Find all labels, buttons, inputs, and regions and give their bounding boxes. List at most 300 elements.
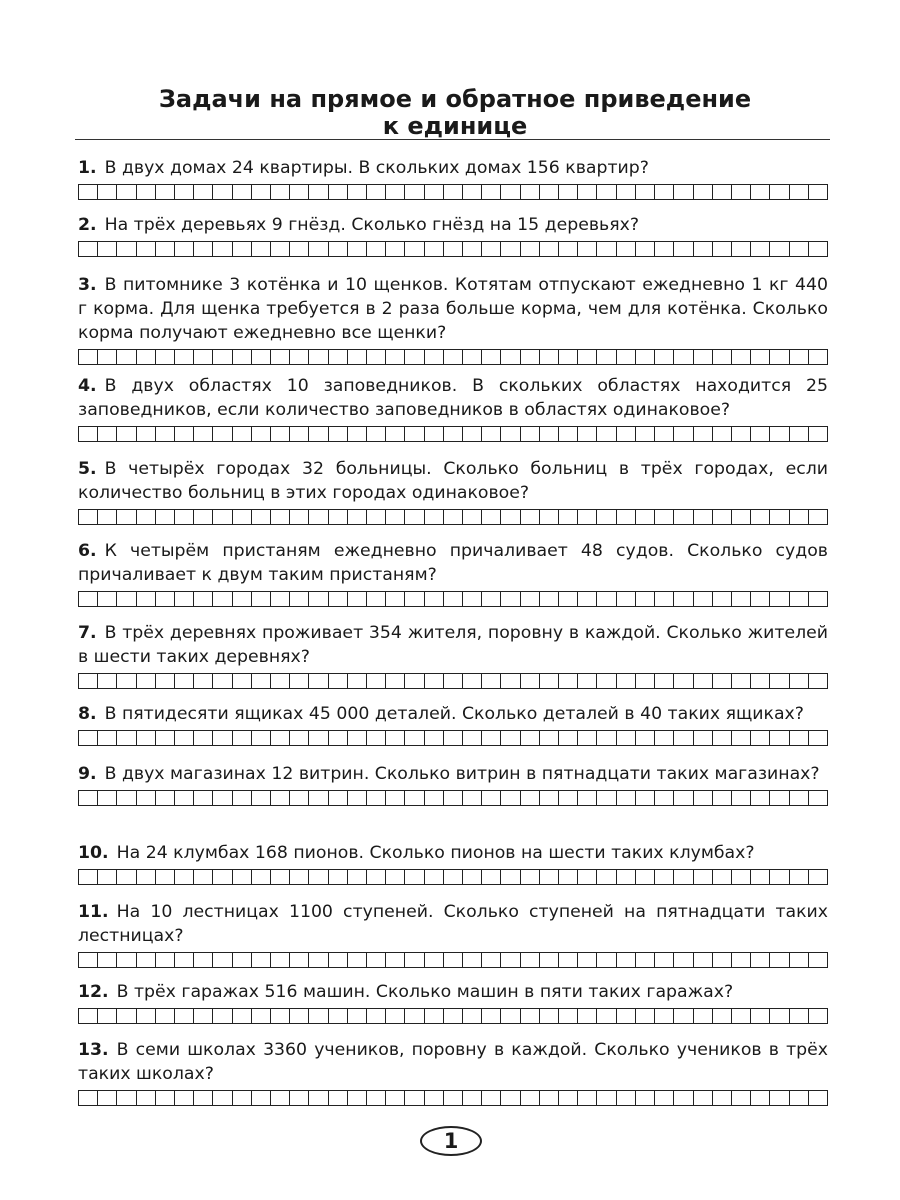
answer-cell[interactable] xyxy=(367,427,386,441)
answer-cell[interactable] xyxy=(290,510,309,524)
answer-cell[interactable] xyxy=(405,427,424,441)
answer-cell[interactable] xyxy=(425,185,444,199)
answer-cell[interactable] xyxy=(137,870,156,884)
answer-grid[interactable] xyxy=(78,673,828,689)
answer-cell[interactable] xyxy=(329,350,348,364)
answer-cell[interactable] xyxy=(405,674,424,688)
answer-cell[interactable] xyxy=(156,510,175,524)
answer-cell[interactable] xyxy=(386,791,405,805)
answer-cell[interactable] xyxy=(233,870,252,884)
answer-cell[interactable] xyxy=(770,731,789,745)
answer-cell[interactable] xyxy=(636,592,655,606)
answer-cell[interactable] xyxy=(674,953,693,967)
answer-cell[interactable] xyxy=(348,674,367,688)
answer-cell[interactable] xyxy=(386,185,405,199)
answer-cell[interactable] xyxy=(674,731,693,745)
answer-cell[interactable] xyxy=(367,870,386,884)
answer-cell[interactable] xyxy=(386,350,405,364)
answer-cell[interactable] xyxy=(751,592,770,606)
answer-cell[interactable] xyxy=(444,1091,463,1105)
answer-cell[interactable] xyxy=(713,1009,732,1023)
answer-cell[interactable] xyxy=(463,510,482,524)
answer-cell[interactable] xyxy=(290,870,309,884)
answer-cell[interactable] xyxy=(252,1091,271,1105)
answer-cell[interactable] xyxy=(175,1009,194,1023)
answer-cell[interactable] xyxy=(175,791,194,805)
answer-cell[interactable] xyxy=(329,592,348,606)
answer-cell[interactable] xyxy=(636,1091,655,1105)
answer-cell[interactable] xyxy=(252,242,271,256)
answer-cell[interactable] xyxy=(156,791,175,805)
answer-cell[interactable] xyxy=(501,870,520,884)
answer-cell[interactable] xyxy=(674,791,693,805)
answer-cell[interactable] xyxy=(213,953,232,967)
answer-cell[interactable] xyxy=(540,731,559,745)
answer-cell[interactable] xyxy=(137,674,156,688)
answer-cell[interactable] xyxy=(271,674,290,688)
answer-cell[interactable] xyxy=(809,1091,827,1105)
answer-cell[interactable] xyxy=(367,350,386,364)
answer-cell[interactable] xyxy=(117,731,136,745)
answer-cell[interactable] xyxy=(559,1009,578,1023)
answer-cell[interactable] xyxy=(636,731,655,745)
answer-cell[interactable] xyxy=(713,242,732,256)
answer-cell[interactable] xyxy=(252,350,271,364)
answer-cell[interactable] xyxy=(194,953,213,967)
answer-cell[interactable] xyxy=(482,870,501,884)
answer-cell[interactable] xyxy=(809,242,827,256)
answer-cell[interactable] xyxy=(790,242,809,256)
answer-cell[interactable] xyxy=(482,185,501,199)
answer-cell[interactable] xyxy=(482,953,501,967)
answer-cell[interactable] xyxy=(386,592,405,606)
answer-cell[interactable] xyxy=(290,791,309,805)
answer-cell[interactable] xyxy=(271,1009,290,1023)
answer-cell[interactable] xyxy=(348,791,367,805)
answer-cell[interactable] xyxy=(405,731,424,745)
answer-cell[interactable] xyxy=(636,510,655,524)
answer-cell[interactable] xyxy=(540,791,559,805)
answer-cell[interactable] xyxy=(137,510,156,524)
answer-cell[interactable] xyxy=(213,510,232,524)
answer-cell[interactable] xyxy=(290,185,309,199)
answer-cell[interactable] xyxy=(405,185,424,199)
answer-cell[interactable] xyxy=(617,350,636,364)
answer-cell[interactable] xyxy=(617,1091,636,1105)
answer-cell[interactable] xyxy=(655,592,674,606)
answer-cell[interactable] xyxy=(790,1091,809,1105)
answer-cell[interactable] xyxy=(194,242,213,256)
answer-cell[interactable] xyxy=(655,1009,674,1023)
answer-cell[interactable] xyxy=(156,870,175,884)
answer-cell[interactable] xyxy=(98,242,117,256)
answer-cell[interactable] xyxy=(252,185,271,199)
answer-cell[interactable] xyxy=(809,1009,827,1023)
answer-grid[interactable] xyxy=(78,952,828,968)
answer-cell[interactable] xyxy=(790,791,809,805)
answer-cell[interactable] xyxy=(348,242,367,256)
answer-cell[interactable] xyxy=(674,510,693,524)
answer-cell[interactable] xyxy=(386,731,405,745)
answer-cell[interactable] xyxy=(732,242,751,256)
answer-cell[interactable] xyxy=(290,592,309,606)
answer-cell[interactable] xyxy=(482,1009,501,1023)
answer-cell[interactable] xyxy=(482,592,501,606)
answer-cell[interactable] xyxy=(252,791,271,805)
answer-cell[interactable] xyxy=(309,870,328,884)
answer-cell[interactable] xyxy=(597,242,616,256)
answer-cell[interactable] xyxy=(559,350,578,364)
answer-cell[interactable] xyxy=(617,427,636,441)
answer-cell[interactable] xyxy=(175,592,194,606)
answer-cell[interactable] xyxy=(790,1009,809,1023)
answer-cell[interactable] xyxy=(252,427,271,441)
answer-cell[interactable] xyxy=(367,731,386,745)
answer-cell[interactable] xyxy=(617,791,636,805)
answer-cell[interactable] xyxy=(501,350,520,364)
answer-cell[interactable] xyxy=(348,953,367,967)
answer-cell[interactable] xyxy=(751,953,770,967)
answer-cell[interactable] xyxy=(732,674,751,688)
answer-cell[interactable] xyxy=(617,510,636,524)
answer-cell[interactable] xyxy=(348,1009,367,1023)
answer-cell[interactable] xyxy=(694,427,713,441)
answer-cell[interactable] xyxy=(809,592,827,606)
answer-cell[interactable] xyxy=(137,242,156,256)
answer-cell[interactable] xyxy=(790,427,809,441)
answer-cell[interactable] xyxy=(636,1009,655,1023)
answer-cell[interactable] xyxy=(463,592,482,606)
answer-cell[interactable] xyxy=(213,791,232,805)
answer-cell[interactable] xyxy=(386,870,405,884)
answer-cell[interactable] xyxy=(655,510,674,524)
answer-cell[interactable] xyxy=(559,427,578,441)
answer-cell[interactable] xyxy=(559,242,578,256)
answer-cell[interactable] xyxy=(732,953,751,967)
answer-cell[interactable] xyxy=(290,1009,309,1023)
answer-cell[interactable] xyxy=(463,350,482,364)
answer-cell[interactable] xyxy=(694,953,713,967)
answer-cell[interactable] xyxy=(444,592,463,606)
answer-cell[interactable] xyxy=(463,1091,482,1105)
answer-cell[interactable] xyxy=(655,953,674,967)
answer-cell[interactable] xyxy=(271,510,290,524)
answer-cell[interactable] xyxy=(405,953,424,967)
answer-cell[interactable] xyxy=(98,592,117,606)
answer-cell[interactable] xyxy=(617,242,636,256)
answer-cell[interactable] xyxy=(636,953,655,967)
answer-cell[interactable] xyxy=(175,674,194,688)
answer-cell[interactable] xyxy=(694,350,713,364)
answer-cell[interactable] xyxy=(790,953,809,967)
answer-cell[interactable] xyxy=(117,870,136,884)
answer-cell[interactable] xyxy=(156,731,175,745)
answer-cell[interactable] xyxy=(367,1009,386,1023)
answer-cell[interactable] xyxy=(713,592,732,606)
answer-cell[interactable] xyxy=(117,350,136,364)
answer-cell[interactable] xyxy=(655,242,674,256)
answer-cell[interactable] xyxy=(309,427,328,441)
answer-cell[interactable] xyxy=(809,510,827,524)
answer-grid[interactable] xyxy=(78,869,828,885)
answer-cell[interactable] xyxy=(386,1091,405,1105)
answer-cell[interactable] xyxy=(252,731,271,745)
answer-grid[interactable] xyxy=(78,426,828,442)
answer-cell[interactable] xyxy=(271,242,290,256)
answer-cell[interactable] xyxy=(559,510,578,524)
answer-cell[interactable] xyxy=(713,870,732,884)
answer-cell[interactable] xyxy=(98,510,117,524)
answer-cell[interactable] xyxy=(463,953,482,967)
answer-cell[interactable] xyxy=(156,350,175,364)
answer-cell[interactable] xyxy=(521,592,540,606)
answer-cell[interactable] xyxy=(636,791,655,805)
answer-cell[interactable] xyxy=(213,674,232,688)
answer-cell[interactable] xyxy=(521,510,540,524)
answer-grid[interactable] xyxy=(78,1008,828,1024)
answer-cell[interactable] xyxy=(578,1091,597,1105)
answer-cell[interactable] xyxy=(655,674,674,688)
answer-cell[interactable] xyxy=(578,350,597,364)
answer-cell[interactable] xyxy=(175,185,194,199)
answer-cell[interactable] xyxy=(98,870,117,884)
answer-cell[interactable] xyxy=(713,427,732,441)
answer-cell[interactable] xyxy=(597,953,616,967)
answer-cell[interactable] xyxy=(482,731,501,745)
answer-cell[interactable] xyxy=(233,674,252,688)
answer-cell[interactable] xyxy=(329,427,348,441)
answer-cell[interactable] xyxy=(674,592,693,606)
answer-cell[interactable] xyxy=(290,1091,309,1105)
answer-cell[interactable] xyxy=(175,350,194,364)
answer-cell[interactable] xyxy=(597,592,616,606)
answer-cell[interactable] xyxy=(117,674,136,688)
answer-cell[interactable] xyxy=(309,592,328,606)
answer-cell[interactable] xyxy=(425,1009,444,1023)
answer-cell[interactable] xyxy=(501,510,520,524)
answer-cell[interactable] xyxy=(79,1009,98,1023)
answer-cell[interactable] xyxy=(98,427,117,441)
answer-cell[interactable] xyxy=(444,427,463,441)
answer-cell[interactable] xyxy=(694,185,713,199)
answer-cell[interactable] xyxy=(329,185,348,199)
answer-cell[interactable] xyxy=(367,510,386,524)
answer-cell[interactable] xyxy=(213,350,232,364)
answer-cell[interactable] xyxy=(655,1091,674,1105)
answer-cell[interactable] xyxy=(290,350,309,364)
answer-cell[interactable] xyxy=(117,1091,136,1105)
answer-cell[interactable] xyxy=(79,350,98,364)
answer-cell[interactable] xyxy=(271,791,290,805)
answer-cell[interactable] xyxy=(636,350,655,364)
answer-cell[interactable] xyxy=(117,791,136,805)
answer-cell[interactable] xyxy=(290,953,309,967)
answer-cell[interactable] xyxy=(732,731,751,745)
answer-cell[interactable] xyxy=(636,427,655,441)
answer-cell[interactable] xyxy=(309,185,328,199)
answer-cell[interactable] xyxy=(79,731,98,745)
answer-cell[interactable] xyxy=(521,953,540,967)
answer-cell[interactable] xyxy=(156,427,175,441)
answer-cell[interactable] xyxy=(790,185,809,199)
answer-cell[interactable] xyxy=(194,1009,213,1023)
answer-cell[interactable] xyxy=(425,731,444,745)
answer-cell[interactable] xyxy=(674,427,693,441)
answer-cell[interactable] xyxy=(271,592,290,606)
answer-cell[interactable] xyxy=(559,1091,578,1105)
answer-cell[interactable] xyxy=(425,242,444,256)
answer-cell[interactable] xyxy=(233,953,252,967)
answer-cell[interactable] xyxy=(386,953,405,967)
answer-cell[interactable] xyxy=(540,870,559,884)
answer-cell[interactable] xyxy=(117,242,136,256)
answer-cell[interactable] xyxy=(348,731,367,745)
answer-cell[interactable] xyxy=(367,1091,386,1105)
answer-cell[interactable] xyxy=(809,731,827,745)
answer-cell[interactable] xyxy=(674,1091,693,1105)
answer-cell[interactable] xyxy=(194,427,213,441)
answer-cell[interactable] xyxy=(617,592,636,606)
answer-cell[interactable] xyxy=(175,242,194,256)
answer-cell[interactable] xyxy=(405,592,424,606)
answer-cell[interactable] xyxy=(137,953,156,967)
answer-cell[interactable] xyxy=(367,242,386,256)
answer-cell[interactable] xyxy=(655,185,674,199)
answer-cell[interactable] xyxy=(348,427,367,441)
answer-cell[interactable] xyxy=(252,510,271,524)
answer-grid[interactable] xyxy=(78,730,828,746)
answer-cell[interactable] xyxy=(597,1009,616,1023)
answer-cell[interactable] xyxy=(233,791,252,805)
answer-cell[interactable] xyxy=(386,1009,405,1023)
answer-cell[interactable] xyxy=(329,510,348,524)
answer-cell[interactable] xyxy=(405,1009,424,1023)
answer-cell[interactable] xyxy=(559,731,578,745)
answer-grid[interactable] xyxy=(78,591,828,607)
answer-cell[interactable] xyxy=(117,592,136,606)
answer-cell[interactable] xyxy=(137,731,156,745)
answer-cell[interactable] xyxy=(386,427,405,441)
answer-cell[interactable] xyxy=(694,510,713,524)
answer-cell[interactable] xyxy=(597,185,616,199)
answer-cell[interactable] xyxy=(482,350,501,364)
answer-cell[interactable] xyxy=(405,791,424,805)
answer-cell[interactable] xyxy=(578,592,597,606)
answer-cell[interactable] xyxy=(156,674,175,688)
answer-cell[interactable] xyxy=(521,185,540,199)
answer-cell[interactable] xyxy=(751,1009,770,1023)
answer-cell[interactable] xyxy=(751,242,770,256)
answer-cell[interactable] xyxy=(425,674,444,688)
answer-cell[interactable] xyxy=(578,242,597,256)
answer-cell[interactable] xyxy=(713,350,732,364)
answer-cell[interactable] xyxy=(175,427,194,441)
answer-cell[interactable] xyxy=(674,350,693,364)
answer-cell[interactable] xyxy=(137,350,156,364)
answer-cell[interactable] xyxy=(194,731,213,745)
answer-grid[interactable] xyxy=(78,1090,828,1106)
answer-cell[interactable] xyxy=(655,791,674,805)
answer-cell[interactable] xyxy=(98,1009,117,1023)
answer-cell[interactable] xyxy=(79,1091,98,1105)
answer-cell[interactable] xyxy=(694,592,713,606)
answer-cell[interactable] xyxy=(271,427,290,441)
answer-cell[interactable] xyxy=(578,185,597,199)
answer-cell[interactable] xyxy=(501,185,520,199)
answer-cell[interactable] xyxy=(521,674,540,688)
answer-cell[interactable] xyxy=(655,870,674,884)
answer-cell[interactable] xyxy=(156,242,175,256)
answer-cell[interactable] xyxy=(137,185,156,199)
answer-cell[interactable] xyxy=(233,731,252,745)
answer-cell[interactable] xyxy=(425,350,444,364)
answer-cell[interactable] xyxy=(309,1091,328,1105)
answer-cell[interactable] xyxy=(386,674,405,688)
answer-cell[interactable] xyxy=(98,953,117,967)
answer-cell[interactable] xyxy=(233,1009,252,1023)
answer-cell[interactable] xyxy=(674,185,693,199)
answer-cell[interactable] xyxy=(770,242,789,256)
answer-cell[interactable] xyxy=(501,953,520,967)
answer-cell[interactable] xyxy=(309,791,328,805)
answer-cell[interactable] xyxy=(309,953,328,967)
answer-cell[interactable] xyxy=(137,791,156,805)
answer-cell[interactable] xyxy=(348,592,367,606)
answer-cell[interactable] xyxy=(732,350,751,364)
answer-cell[interactable] xyxy=(252,953,271,967)
answer-cell[interactable] xyxy=(578,953,597,967)
answer-cell[interactable] xyxy=(367,185,386,199)
answer-cell[interactable] xyxy=(137,427,156,441)
answer-cell[interactable] xyxy=(521,791,540,805)
answer-grid[interactable] xyxy=(78,790,828,806)
answer-cell[interactable] xyxy=(521,242,540,256)
answer-cell[interactable] xyxy=(617,731,636,745)
answer-cell[interactable] xyxy=(501,1091,520,1105)
answer-cell[interactable] xyxy=(501,791,520,805)
answer-cell[interactable] xyxy=(405,870,424,884)
answer-cell[interactable] xyxy=(348,350,367,364)
answer-cell[interactable] xyxy=(175,953,194,967)
answer-cell[interactable] xyxy=(770,791,789,805)
answer-cell[interactable] xyxy=(790,592,809,606)
answer-cell[interactable] xyxy=(713,731,732,745)
answer-cell[interactable] xyxy=(617,870,636,884)
answer-cell[interactable] xyxy=(367,953,386,967)
answer-cell[interactable] xyxy=(213,185,232,199)
answer-cell[interactable] xyxy=(482,1091,501,1105)
answer-cell[interactable] xyxy=(809,350,827,364)
answer-cell[interactable] xyxy=(770,1009,789,1023)
answer-cell[interactable] xyxy=(521,731,540,745)
answer-cell[interactable] xyxy=(713,510,732,524)
answer-cell[interactable] xyxy=(213,731,232,745)
answer-cell[interactable] xyxy=(501,1009,520,1023)
answer-cell[interactable] xyxy=(501,592,520,606)
answer-cell[interactable] xyxy=(329,731,348,745)
answer-cell[interactable] xyxy=(790,731,809,745)
answer-cell[interactable] xyxy=(732,1091,751,1105)
answer-cell[interactable] xyxy=(175,870,194,884)
answer-cell[interactable] xyxy=(425,791,444,805)
answer-cell[interactable] xyxy=(732,427,751,441)
answer-cell[interactable] xyxy=(770,350,789,364)
answer-cell[interactable] xyxy=(770,592,789,606)
answer-cell[interactable] xyxy=(156,185,175,199)
answer-cell[interactable] xyxy=(425,510,444,524)
answer-cell[interactable] xyxy=(233,427,252,441)
answer-cell[interactable] xyxy=(559,791,578,805)
